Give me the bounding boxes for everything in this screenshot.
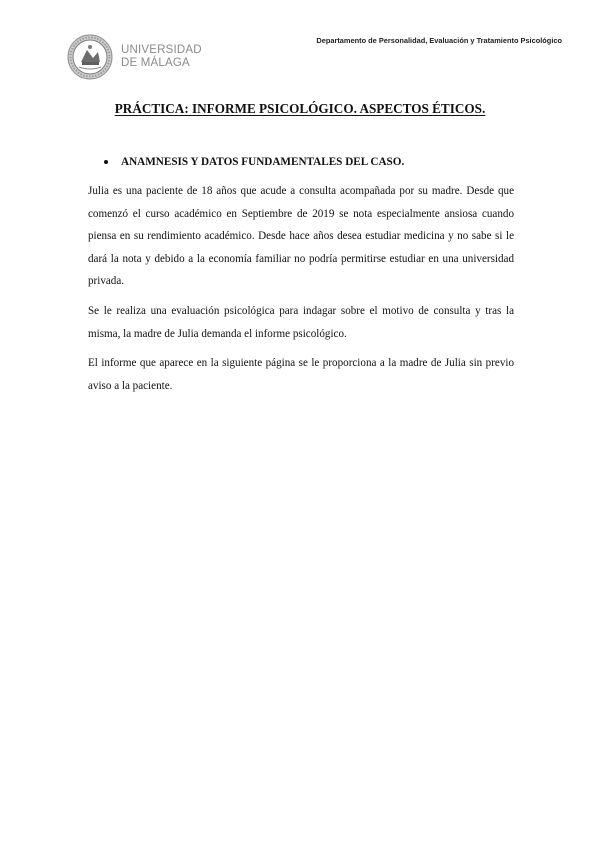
university-logo [67, 34, 202, 80]
section-heading [104, 156, 404, 168]
case-body [88, 180, 514, 404]
section-heading-text: ANAMNESIS Y DATOS FUNDAMENTALES DEL CASO. [121, 156, 405, 168]
department-header: Departamento de Personalidad, Evaluación y Tratamiento Psicológico [316, 36, 562, 45]
paragraph-1: Julia es una paciente de 18 años que acude a consulta acompañada por su madre. Desde que comenzó el curso académico en Septiembre de 2019 se nota especialmente ansiosa cuando piensa en su rendimiento académico. Desde hace años desea estudiar medicina y no sabe si le dará la nota y debido a la economía familiar no podría permitirse estudiar en una universidad privada. [88, 185, 514, 288]
university-seal-icon [67, 34, 113, 80]
logo-line-1: UNIVERSIDAD [121, 44, 202, 56]
paragraph-3: El informe que aparece en la siguiente página se le proporciona a la madre de Julia sin previo aviso a la paciente. [88, 357, 514, 392]
page-title: PRÁCTICA: INFORME PSICOLÓGICO. ASPECTOS ÉTICOS. [114, 101, 486, 116]
logo-line-2: DE MÁLAGA [121, 57, 190, 69]
bullet-icon [104, 160, 108, 164]
paragraph-2: Se le realiza una evaluación psicológica para indagar sobre el motivo de consulta y tras la misma, la madre de Julia demanda el informe psicológico. [88, 304, 514, 340]
